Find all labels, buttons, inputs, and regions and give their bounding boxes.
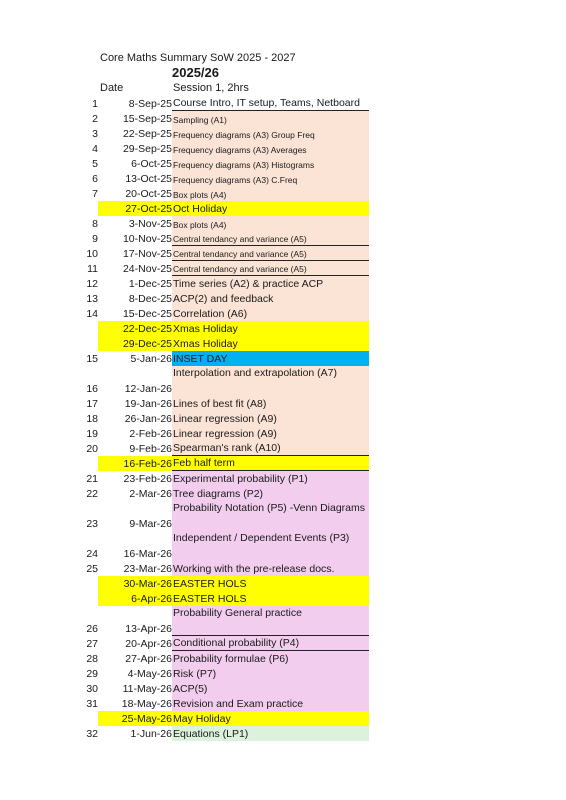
session-topic: Frequency diagrams (A3) Averages [172,141,369,156]
week-number: 22 [86,488,98,500]
week-number: 8 [92,218,98,230]
table-row [0,141,566,156]
week-date: 9-Mar-26 [129,518,172,530]
week-date: 24-Nov-25 [122,263,172,275]
table-row [0,486,566,501]
session-topic: INSET DAY [172,351,369,366]
week-number: 7 [92,188,98,200]
week-number: 25 [86,563,98,575]
week-number: 5 [92,158,98,170]
table-row [0,636,566,651]
table-row [0,696,566,711]
week-date: 16-Feb-26 [98,456,172,471]
week-number: 9 [92,233,98,245]
week-number: 16 [86,383,98,395]
session-topic: Time series (A2) & practice ACP [172,276,369,291]
week-date: 1-Jun-26 [130,728,172,740]
date-column-header: Date [100,82,124,94]
schedule-table [0,96,566,741]
week-date: 19-Jan-26 [124,398,172,410]
week-date: 6-Apr-26 [98,591,172,606]
week-number: 17 [86,398,98,410]
week-date: 23-Feb-26 [123,473,172,485]
session-topic: Frequency diagrams (A3) Histograms [172,156,369,171]
table-row [0,111,566,126]
session-topic: Equations (LP1) [172,726,369,741]
week-date: 2-Mar-26 [129,488,172,500]
week-number: 21 [86,473,98,485]
week-number: 14 [86,308,98,320]
table-row [0,351,566,366]
week-number: 13 [86,293,98,305]
week-number: 32 [86,728,98,740]
week-date: 15-Sep-25 [122,113,172,125]
session-topic: Sampling (A1) [172,111,369,126]
table-row [0,606,566,636]
week-date: 22-Sep-25 [122,128,172,140]
week-date: 30-Mar-26 [98,576,172,591]
week-date: 20-Apr-26 [125,638,172,650]
session-topic: Frequency diagrams (A3) Group Freq [172,126,369,141]
table-row [0,501,566,531]
week-number: 31 [86,698,98,710]
session-topic: Probability Notation (P5) -Venn Diagrams [172,501,369,531]
session-topic: Xmas Holiday [172,336,369,351]
week-date: 18-May-26 [121,698,172,710]
table-row [0,261,566,276]
week-date: 17-Nov-25 [122,248,172,260]
session-topic: Revision and Exam practice [172,696,369,711]
session-topic: Linear regression (A9) [172,426,369,441]
session-topic: Linear regression (A9) [172,411,369,426]
table-row [0,201,566,216]
week-number: 6 [92,173,98,185]
week-number: 18 [86,413,98,425]
week-date: 25-May-26 [98,711,172,726]
session-topic: Tree diagrams (P2) [172,486,369,501]
table-row [0,366,566,396]
table-row [0,576,566,591]
week-date: 2-Feb-26 [129,428,172,440]
table-row [0,531,566,561]
table-row [0,441,566,456]
table-row [0,726,566,741]
week-number: 1 [92,98,98,110]
week-date: 6-Oct-25 [131,158,172,170]
week-date: 23-Mar-26 [123,563,172,575]
table-row [0,216,566,231]
session-topic: Independent / Dependent Events (P3) [172,531,369,561]
week-date: 11-May-26 [122,683,172,695]
week-number: 29 [86,668,98,680]
week-number: 11 [87,263,98,275]
session-topic: Interpolation and extrapolation (A7) [172,366,369,396]
week-date: 13-Oct-25 [125,173,172,185]
week-number: 20 [86,443,98,455]
session-topic: Feb half term [172,456,369,471]
week-date: 16-Mar-26 [123,548,172,560]
week-number: 19 [86,428,98,440]
week-date: 15-Dec-25 [122,308,172,320]
table-row [0,711,566,726]
week-date: 20-Oct-25 [125,188,172,200]
week-date: 26-Jan-26 [124,413,172,425]
week-date: 9-Feb-26 [129,443,172,455]
week-number: 27 [86,638,98,650]
week-number: 4 [92,143,98,155]
table-row [0,666,566,681]
session-topic: Xmas Holiday [172,321,369,336]
week-number: 10 [86,248,98,260]
week-date: 8-Sep-25 [128,98,172,110]
table-row [0,171,566,186]
week-number: 24 [86,548,98,560]
week-date: 29-Sep-25 [122,143,172,155]
week-date: 3-Nov-25 [128,218,172,230]
table-row [0,291,566,306]
session-topic: ACP(5) [172,681,369,696]
week-date: 5-Jan-26 [130,353,172,365]
table-row [0,681,566,696]
table-row [0,186,566,201]
week-date: 27-Apr-26 [125,653,172,665]
session-topic: Box plots (A4) [172,216,369,231]
session-topic: Risk (P7) [172,666,369,681]
week-number: 23 [86,518,98,530]
week-date: 12-Jan-26 [124,383,172,395]
table-row [0,651,566,666]
session-topic: Central tendancy and variance (A5) [172,231,369,246]
week-date: 22-Dec-25 [98,321,172,336]
table-row [0,321,566,336]
week-number: 15 [86,353,98,365]
session-topic: Central tendancy and variance (A5) [172,261,369,276]
week-date: 13-Apr-26 [125,623,172,635]
session-topic: Central tendancy and variance (A5) [172,246,369,261]
week-number: 12 [86,278,98,290]
table-row [0,231,566,246]
table-row [0,471,566,486]
session-topic: ACP(2) and feedback [172,291,369,306]
table-row [0,276,566,291]
table-row [0,561,566,576]
session-topic: Probability General practice [172,606,369,636]
table-row [0,336,566,351]
table-row [0,591,566,606]
week-number: 28 [86,653,98,665]
week-date: 10-Nov-25 [122,233,172,245]
session-topic: Working with the pre-release docs. [172,561,369,576]
document-title: Core Maths Summary SoW 2025 - 2027 [100,52,296,64]
session-topic: Experimental probability (P1) [172,471,369,486]
week-number: 2 [92,113,98,125]
table-row [0,246,566,261]
week-date: 27-Oct-25 [98,201,172,216]
session-topic: Conditional probability (P4) [172,636,369,651]
week-number: 3 [92,128,98,140]
week-date: 1-Dec-25 [128,278,172,290]
week-number: 30 [86,683,98,695]
table-row [0,411,566,426]
session-topic: Correlation (A6) [172,306,369,321]
table-row [0,426,566,441]
session-topic: May Holiday [172,711,369,726]
week-date: 8-Dec-25 [128,293,172,305]
session-topic: EASTER HOLS [172,591,369,606]
session-topic: Probability formulae (P6) [172,651,369,666]
session-topic: Spearman's rank (A10) [172,441,369,456]
session-topic: Frequency diagrams (A3) C.Freq [172,171,369,186]
session-topic: Course Intro, IT setup, Teams, Netboard [172,96,369,111]
session-topic: Oct Holiday [172,201,369,216]
table-row [0,396,566,411]
session-topic: EASTER HOLS [172,576,369,591]
session-column-header: Session 1, 2hrs [173,82,249,94]
week-number: 26 [86,623,98,635]
week-date: 4-May-26 [127,668,172,680]
session-topic: Lines of best fit (A8) [172,396,369,411]
week-date: 29-Dec-25 [98,336,172,351]
year-heading: 2025/26 [172,65,219,80]
table-row [0,96,566,111]
session-topic: Box plots (A4) [172,186,369,201]
table-row [0,126,566,141]
table-row [0,306,566,321]
table-row [0,156,566,171]
table-row [0,456,566,471]
